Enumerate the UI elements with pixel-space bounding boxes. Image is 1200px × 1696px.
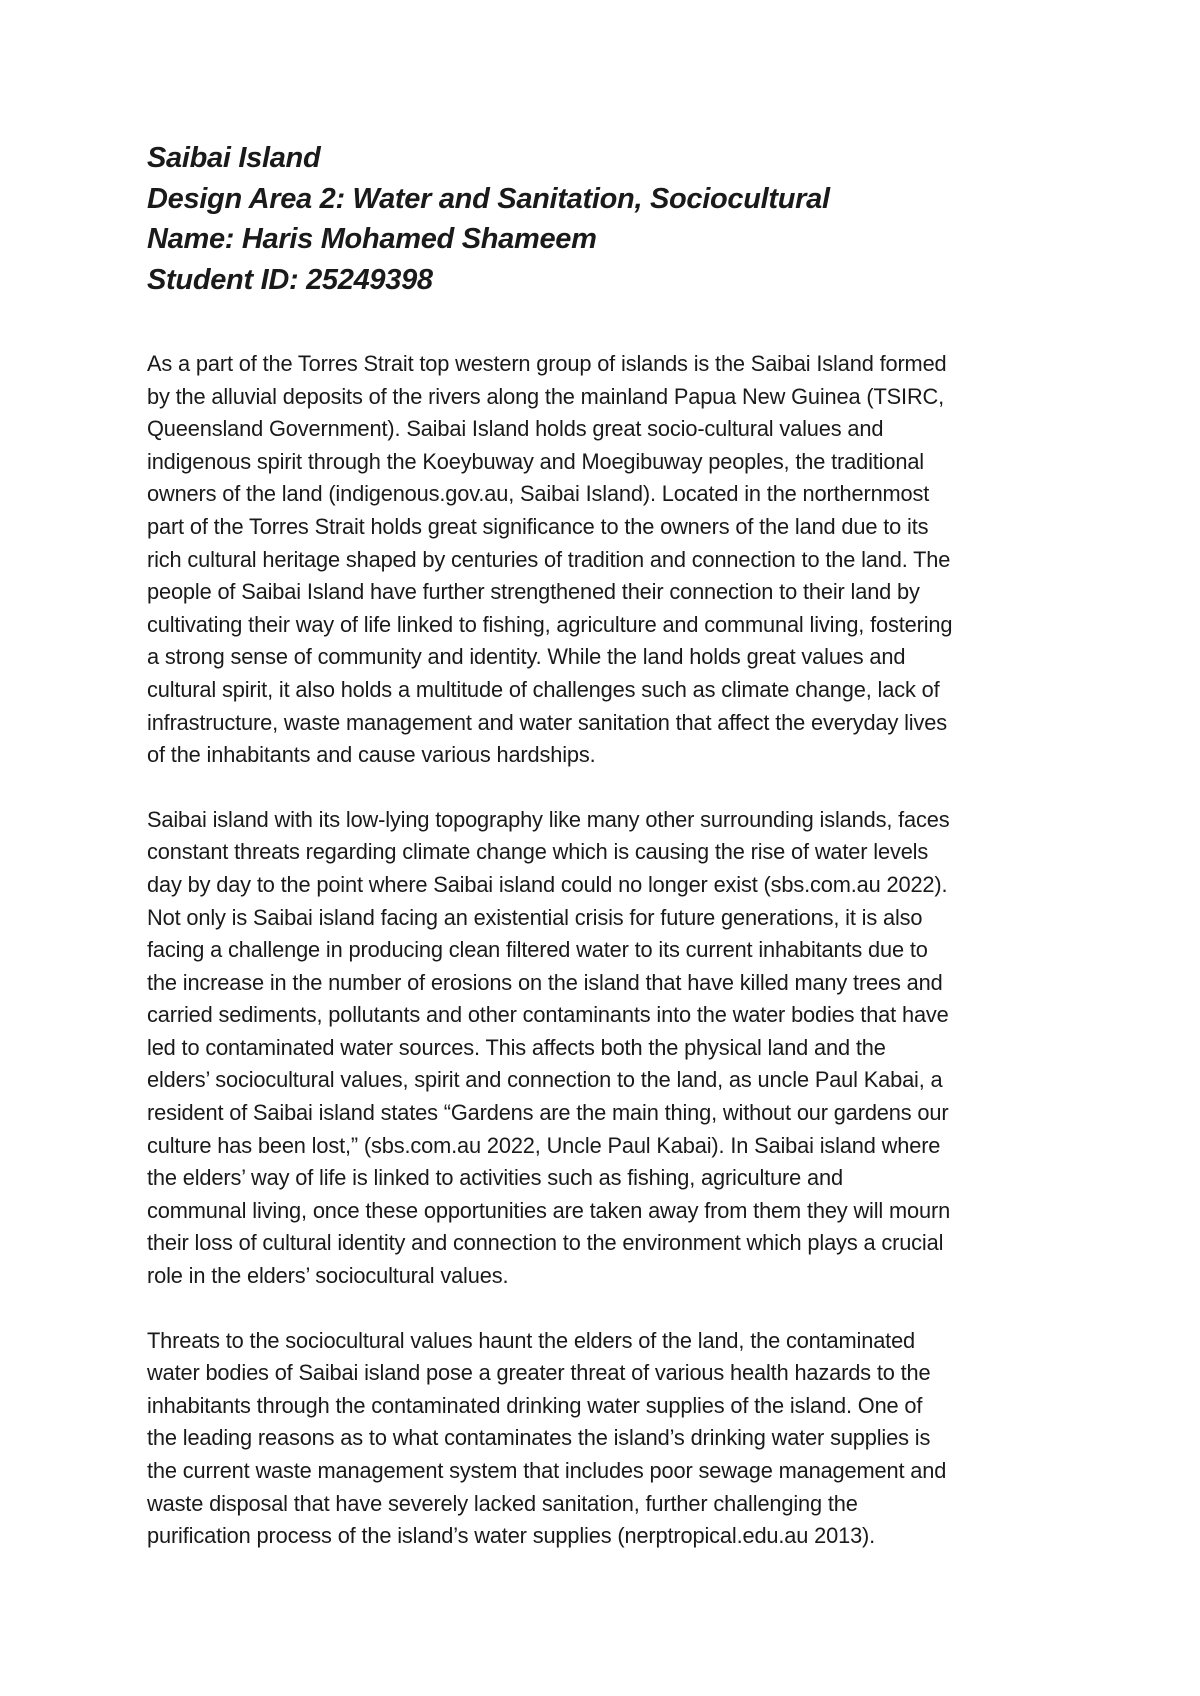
text-line: waste disposal that have severely lacked sanitation, further challenging the	[147, 1490, 858, 1516]
text-line: the elders’ way of life is linked to activities such as fishing, agriculture and	[147, 1165, 843, 1191]
text-line: the leading reasons as to what contaminates the island’s drinking water supplies is	[147, 1425, 931, 1451]
text-line: cultural spirit, it also holds a multitude of challenges such as climate change, lack of	[147, 676, 940, 702]
text-line: indigenous spirit through the Koeybuway and Moegibuway peoples, the traditional	[147, 448, 924, 474]
text-line: part of the Torres Strait holds great significance to the owners of the land due to its	[147, 513, 929, 539]
text-line: As a part of the Torres Strait top western group of islands is the Saibai Island formed	[147, 351, 947, 376]
text-line: purification process of the island’s water supplies (nerptropical.edu.au 2013).	[147, 1523, 876, 1549]
text-line: their loss of cultural identity and connection to the environment which plays a crucial	[147, 1230, 944, 1256]
text-line: the current waste management system that includes poor sewage management and	[147, 1458, 947, 1483]
text-line: owners of the land (indigenous.gov.au, Saibai Island). Located in the northernmost	[147, 481, 930, 507]
text-line: Saibai island with its low-lying topography like many other surrounding islands, faces	[147, 806, 950, 832]
text-line: the increase in the number of erosions on the island that have killed many trees and	[147, 969, 943, 995]
text-line: Queensland Government). Saibai Island holds great socio-cultural values and	[147, 416, 884, 442]
document-page	[147, 138, 1067, 1553]
text-line: facing a challenge in producing clean filtered water to its current inhabitants due to	[147, 937, 928, 963]
header-block	[147, 138, 1067, 300]
author-name-heading: Name: Haris Mohamed Shameem	[147, 223, 597, 255]
text-line: cultivating their way of life linked to fishing, agriculture and communal living, fostering	[147, 611, 953, 637]
text-line: rich cultural heritage shaped by centuries of tradition and connection to the land. The	[147, 546, 951, 572]
document-title: Saibai Island	[147, 142, 321, 174]
text-line: elders’ sociocultural values, spirit and connection to the land, as uncle Paul Kabai, a	[147, 1067, 943, 1093]
text-line: a strong sense of community and identity. While the land holds great values and	[147, 644, 906, 670]
paragraph-climate-threats	[147, 804, 1067, 1293]
text-line: by the alluvial deposits of the rivers along the mainland Papua New Guinea (TSIRC,	[147, 383, 945, 409]
student-id-heading: Student ID: 25249398	[147, 263, 433, 296]
text-line: resident of Saibai island states “Gardens are the main thing, without our gardens our	[147, 1100, 949, 1126]
text-line: water bodies of Saibai island pose a greater threat of various health hazards to the	[147, 1360, 931, 1386]
paragraph-spacer	[147, 772, 1067, 804]
text-line: culture has been lost,” (sbs.com.au 2022, Uncle Paul Kabai). In Saibai island where	[147, 1132, 941, 1158]
text-line: led to contaminated water sources. This affects both the physical land and the	[147, 1034, 886, 1060]
paragraph-introduction	[147, 348, 1067, 772]
text-line: Threats to the sociocultural values haunt the elders of the land, the contaminated	[147, 1327, 916, 1353]
text-line: day by day to the point where Saibai island could no longer exist (sbs.com.au 2022).	[147, 871, 948, 897]
text-line: communal living, once these opportunities are taken away from them they will mourn	[147, 1197, 951, 1223]
paragraph-water-contamination	[147, 1325, 1067, 1553]
text-line: infrastructure, waste management and water sanitation that affect the everyday lives	[147, 709, 947, 735]
paragraph-spacer	[147, 1293, 1067, 1325]
text-line: inhabitants through the contaminated drinking water supplies of the island. One of	[147, 1392, 923, 1418]
text-line: role in the elders’ sociocultural values.	[147, 1263, 509, 1289]
text-line: Not only is Saibai island facing an existential crisis for future generations, it is also	[147, 904, 923, 930]
design-area-heading: Design Area 2: Water and Sanitation, Sociocultural	[147, 182, 830, 215]
text-line: people of Saibai Island have further strengthened their connection to their land by	[147, 579, 920, 605]
text-line: constant threats regarding climate change which is causing the rise of water levels	[147, 839, 929, 865]
text-line: carried sediments, pollutants and other contaminants into the water bodies that have	[147, 1002, 949, 1028]
text-line: of the inhabitants and cause various hardships.	[147, 742, 596, 768]
